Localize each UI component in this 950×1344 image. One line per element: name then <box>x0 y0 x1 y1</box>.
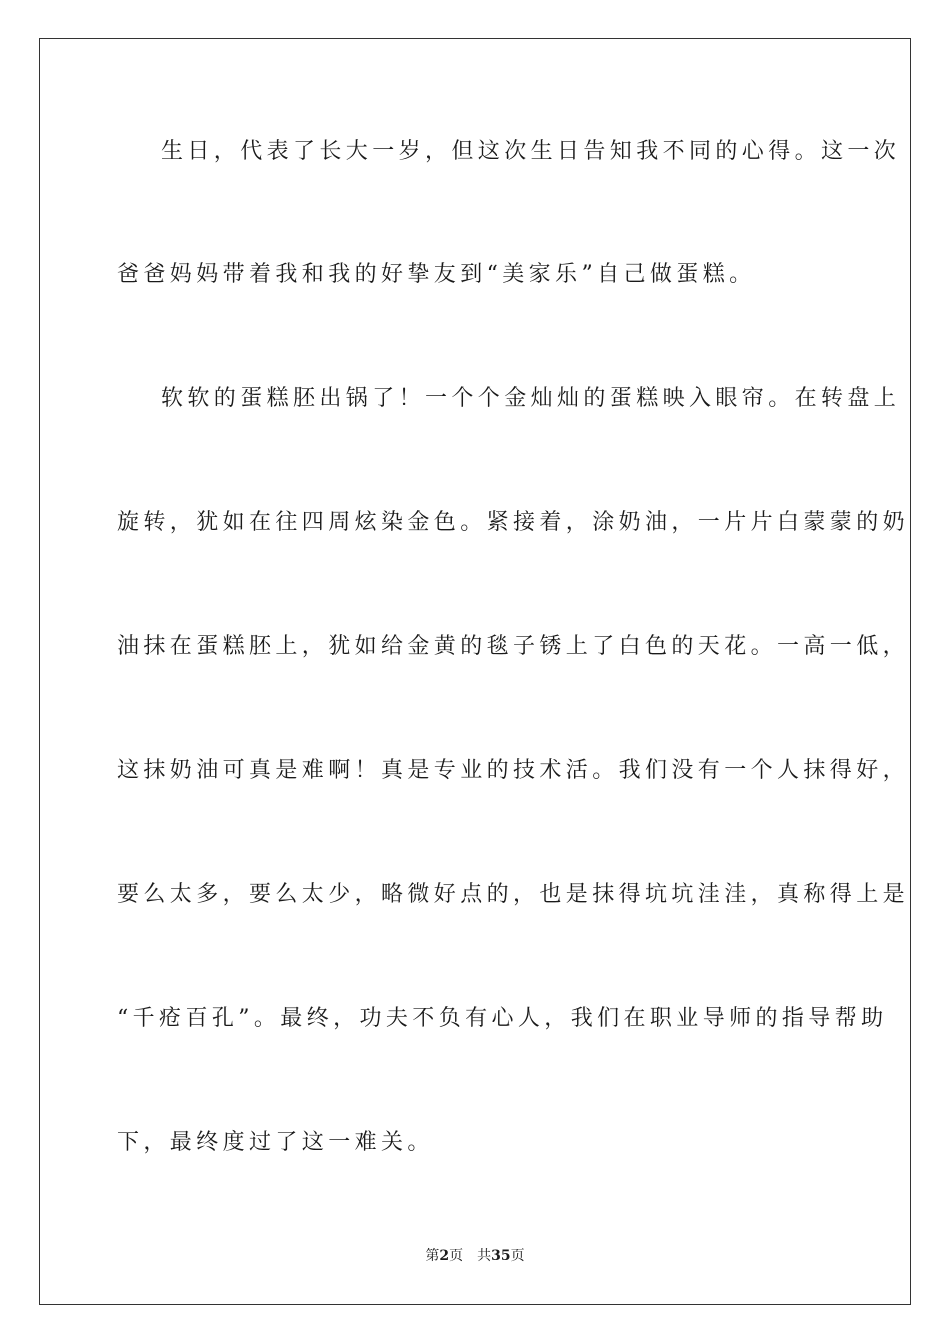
current-page-number: 2 <box>439 1248 450 1264</box>
total-pages-number: 35 <box>491 1248 511 1264</box>
paragraph-2-line-3: 油抹在蛋糕胚上，犹如给金黄的毯子锈上了白色的天花。一高一低， <box>117 634 910 659</box>
page-label-suffix: 页 <box>449 1248 464 1264</box>
total-label-suffix: 页 <box>510 1248 525 1264</box>
paragraph-2-line-5: 要么太多，要么太少，略微好点的，也是抹得坑坑洼洼，真称得上是 <box>117 882 910 907</box>
paragraph-2-line-1: 软软的蛋糕胚出锅了！一个个金灿灿的蛋糕映入眼帘。在转盘上 <box>161 386 901 411</box>
page-border <box>39 38 911 1305</box>
paragraph-2-line-6: “千疮百孔”。最终，功夫不负有心人，我们在职业导师的指导帮助 <box>117 1006 888 1031</box>
page-footer <box>0 1247 950 1265</box>
paragraph-1-line-2: 爸爸妈妈带着我和我的好挚友到“美家乐”自己做蛋糕。 <box>117 262 756 287</box>
paragraph-2-line-2: 旋转，犹如在往四周炫染金色。紧接着，涂奶油，一片片白蒙蒙的奶 <box>117 510 910 535</box>
paragraph-2-line-7: 下，最终度过了这一难关。 <box>117 1130 434 1155</box>
total-label-prefix: 共 <box>477 1248 492 1264</box>
paragraph-2-line-4: 这抹奶油可真是难啊！真是专业的技术活。我们没有一个人抹得好， <box>117 758 910 783</box>
page-label-prefix: 第 <box>425 1248 440 1264</box>
paragraph-1-line-1: 生日，代表了长大一岁，但这次生日告知我不同的心得。这一次 <box>161 139 901 164</box>
